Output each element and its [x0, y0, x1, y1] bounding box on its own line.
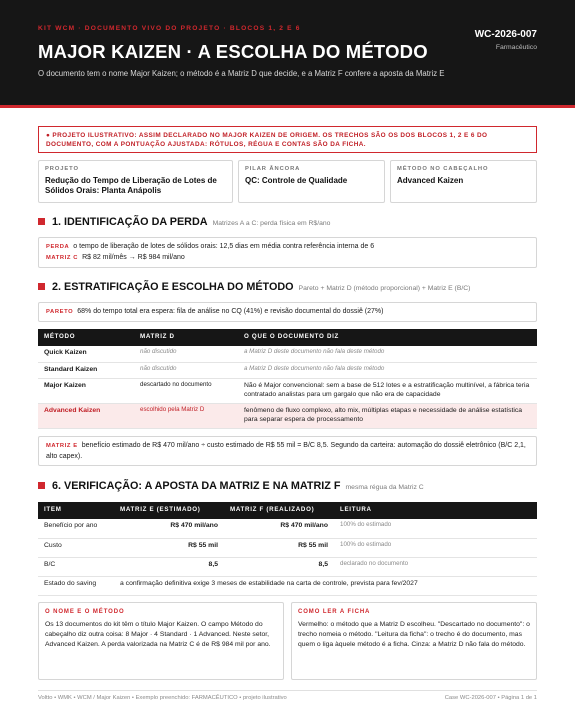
reading-value: 100% do estimado	[334, 519, 537, 538]
card-name-and-method	[38, 602, 284, 680]
document-says: Não é Major convencional: sem a base de 512 lotes e a estratificação multinível, a fábrica teria contratado analistas para um gargalo que não era de capacidade	[238, 378, 537, 403]
table-row	[38, 362, 537, 378]
column-header: MATRIZ E (ESTIMADO)	[114, 502, 224, 519]
pareto-box	[38, 302, 537, 322]
page-header	[0, 0, 575, 108]
table-row	[38, 576, 537, 595]
meta-card-method	[390, 160, 537, 203]
column-header: ITEM	[38, 502, 114, 519]
meta-card-project	[38, 160, 233, 203]
section-title: 1. IDENTIFICAÇÃO DA PERDA	[52, 216, 208, 228]
matriz-e-tag: MATRIZ E	[46, 443, 78, 449]
section-1-heading	[38, 215, 330, 230]
column-header: LEITURA	[334, 502, 537, 519]
estimated-value: R$ 55 mil	[114, 538, 224, 557]
header-lede: O documento tem o nome Major Kaizen; o método é a Matriz D que decide, e a Matriz F confere a aposta da Matriz E	[38, 69, 445, 78]
estimated-value: 8,5	[114, 557, 224, 576]
pareto-text: 68% do tempo total era espera: fila de análise no CQ (41%) e revisão documental do dossiê (27%)	[77, 308, 384, 315]
item-label: B/C	[38, 557, 114, 576]
matriz-c-text: R$ 82 mil/mês → R$ 984 mil/ano	[82, 253, 185, 261]
footer-right: Case WC-2026-007 • Página 1 de 1	[444, 695, 537, 701]
illustrative-notice: ● PROJETO ILUSTRATIVO: ASSIM DECLARADO NO MAJOR KAIZEN DE ORIGEM. OS TRECHOS SÃO OS DOS BLOCOS 1, 2 E 6 DO DOCUMENTO, COM A PONTUAÇÃO AJUSTADA: RÓTULOS, RÉGUA E CONTAS SÃO DA FICHA.	[38, 126, 537, 153]
case-sector: Farmacêutico	[495, 44, 537, 51]
case-id: WC-2026-007	[474, 29, 537, 40]
section-subtitle: mesma régua da Matriz C	[345, 484, 424, 491]
estimated-value: R$ 470 mil/ano	[114, 519, 224, 538]
meta-card-pillar	[238, 160, 385, 203]
table-row	[38, 346, 537, 362]
table-row	[38, 378, 537, 403]
matrix-status: não discutido	[134, 346, 238, 362]
section-marker-icon	[38, 482, 45, 489]
table-row	[38, 557, 537, 576]
table-row	[38, 538, 537, 557]
saving-text: a confirmação definitiva exige 3 meses de estabilidade na carta de controle, prevista para fev/2027	[114, 576, 537, 595]
header-accent-line	[0, 105, 575, 108]
meta-label: MÉTODO NO CABEÇALHO	[397, 166, 489, 172]
matrix-status: não discutido	[134, 362, 238, 378]
column-header: O QUE O DOCUMENTO DIZ	[238, 329, 537, 346]
meta-value: Redução do Tempo de Liberação de Lotes de Sólidos Orais: Planta Anápolis	[45, 175, 217, 196]
page-title: MAJOR KAIZEN · A ESCOLHA DO MÉTODO	[38, 41, 428, 62]
matrix-status: descartado no documento	[134, 378, 238, 403]
section-marker-icon	[38, 218, 45, 225]
perda-tag: PERDA	[46, 244, 70, 250]
section-marker-icon	[38, 283, 45, 290]
saving-label: Estado do saving	[38, 576, 114, 595]
method-table	[38, 329, 537, 429]
column-header: MÉTODO	[38, 329, 134, 346]
reading-value: declarado no documento	[334, 557, 537, 576]
section-2-heading	[38, 280, 470, 295]
verification-table	[38, 502, 537, 596]
section-title: 6. VERIFICAÇÃO: A APOSTA DA MATRIZ E NA MATRIZ F	[52, 480, 341, 492]
method-name: Advanced Kaizen	[38, 403, 134, 428]
meta-value: QC: Controle de Qualidade	[245, 175, 348, 185]
card-body: Os 13 documentos do kit têm o título Major Kaizen. O campo Método do cabeçalho diz outra coisa: 8 Major · 4 Standard · 1 Advanced. Neste setor, Advanced Kaizen. A perda valorizada na Matriz C é de R$ 984 mil por ano.	[45, 621, 271, 649]
card-body: Vermelho: o método que a Matriz D escolheu. "Descartado no documento": o trecho nomeia o método. "Leitura da ficha": o trecho é do documento, mas quem o liga àquele método é a ficha. Cinza: a Matriz D não fala do método.	[298, 621, 530, 649]
header-kicker: KIT WCM · DOCUMENTO VIVO DO PROJETO · BLOCOS 1, 2 E 6	[38, 25, 301, 32]
section-6-heading	[38, 479, 424, 494]
section-subtitle: Matrizes A a C: perda física em R$/ano	[212, 220, 331, 227]
matriz-e-text: benefício estimado de R$ 470 mil/ano ÷ custo estimado de R$ 55 mil = B/C 8,5. Segundo da carteira: automação do dossiê eletrônico (B/C 2,1, alto capex).	[46, 442, 526, 460]
document-says: a Matriz D deste documento não fala deste método	[238, 362, 537, 378]
table-header-row	[38, 329, 537, 346]
loss-box	[38, 237, 537, 268]
method-name: Major Kaizen	[38, 378, 134, 403]
meta-label: PILAR ÂNCORA	[245, 166, 301, 172]
reading-value: 100% do estimado	[334, 538, 537, 557]
item-label: Custo	[38, 538, 114, 557]
method-name: Quick Kaizen	[38, 346, 134, 362]
document-says: a Matriz D deste documento não fala deste método	[238, 346, 537, 362]
page-footer	[38, 690, 537, 703]
card-how-to-read	[291, 602, 537, 680]
method-name: Standard Kaizen	[38, 362, 134, 378]
perda-line	[46, 242, 529, 253]
card-title: O NOME E O MÉTODO	[45, 609, 125, 615]
column-header: MATRIZ D	[134, 329, 238, 346]
meta-label: PROJETO	[45, 166, 79, 172]
matrix-status: escolhido pela Matriz D	[134, 403, 238, 428]
table-header-row	[38, 502, 537, 519]
matriz-c-tag: MATRIZ C	[46, 254, 79, 261]
section-title: 2. ESTRATIFICAÇÃO E ESCOLHA DO MÉTODO	[52, 281, 294, 293]
pareto-tag: PARETO	[46, 309, 74, 315]
footer-left: Voltto • WMK • WCM / Major Kaizen • Exemplo preenchido: FARMACÊUTICO • projeto ilustrativo	[38, 695, 287, 701]
realized-value: 8,5	[224, 557, 334, 576]
document-says: fenômeno de fluxo complexo, alto mix, múltiplas etapas e necessidade de análise estatística para separar espera de processamento	[238, 403, 537, 428]
matriz-e-box	[38, 436, 537, 466]
column-header: MATRIZ F (REALIZADO)	[224, 502, 334, 519]
item-label: Benefício por ano	[38, 519, 114, 538]
table-row-selected	[38, 403, 537, 428]
meta-value: Advanced Kaizen	[397, 175, 464, 185]
realized-value: R$ 55 mil	[224, 538, 334, 557]
section-subtitle: Pareto + Matriz D (método proporcional) + Matriz E (B/C)	[298, 285, 471, 292]
table-row	[38, 519, 537, 538]
realized-value: R$ 470 mil/ano	[224, 519, 334, 538]
perda-text: o tempo de liberação de lotes de sólidos orais: 12,5 dias em média contra referência interna de 6	[73, 243, 375, 250]
matriz-c-line	[46, 253, 529, 264]
card-title: COMO LER A FICHA	[298, 609, 371, 615]
